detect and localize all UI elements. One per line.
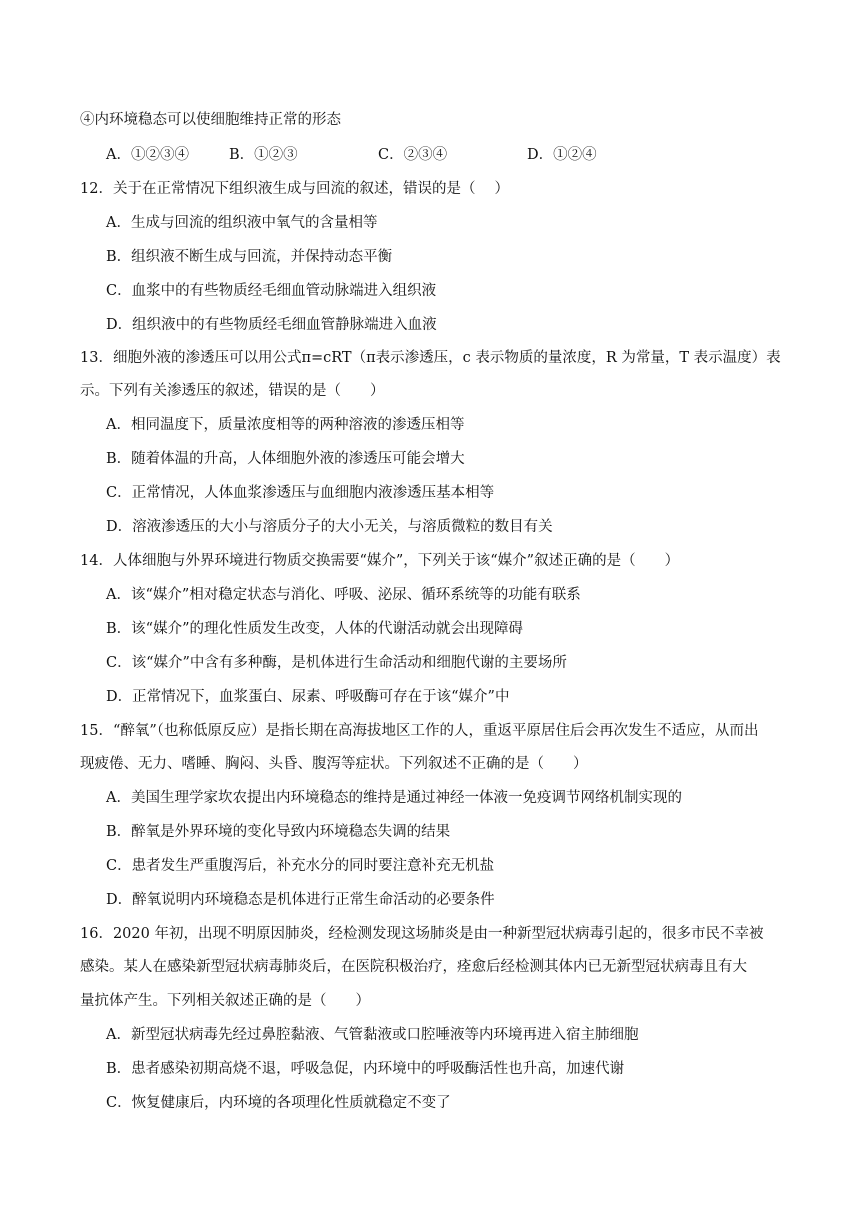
q15-stem-line-2: 现疲倦、无力、嗜睡、胸闷、头昏、腹泻等症状。下列叙述不正确的是（ ）: [80, 756, 588, 772]
q16-option-c: C．恢复健康后，内环境的各项理化性质就稳定不变了: [106, 1095, 451, 1111]
q11-item-4: ④内环境稳态可以使细胞维持正常的形态: [80, 112, 341, 128]
q11-choice-a: A．①②③④: [106, 147, 189, 163]
q14-stem: 14．人体细胞与外界环境进行物质交换需要“媒介”，下列关于该“媒介”叙述正确的是（ ）: [80, 553, 680, 569]
q12-option-b: B．组织液不断生成与回流，并保持动态平衡: [106, 249, 393, 265]
q14-option-a: A．该“媒介”相对稳定状态与消化、呼吸、泌尿、循环系统等的功能有联系: [106, 587, 581, 603]
q13-stem-line-2: 示。下列有关渗透压的叙述，错误的是（ ）: [80, 383, 385, 399]
q15-option-c: C．患者发生严重腹泻后，补充水分的同时要注意补充无机盐: [106, 858, 495, 874]
q11-choice-d: D．①②④: [527, 147, 597, 163]
q13-stem-line-1: 13．细胞外液的渗透压可以用公式π=cRT（π表示渗透压，c 表示物质的量浓度，R 为常量，T 表示温度）表: [80, 350, 781, 366]
q16-option-a: A．新型冠状病毒先经过鼻腔黏液、气管黏液或口腔唾液等内环境再进入宿主肺细胞: [106, 1027, 639, 1043]
q12-option-a: A．生成与回流的组织液中氧气的含量相等: [106, 215, 378, 231]
q11-choice-c: C．②③④: [378, 147, 448, 163]
q14-option-c: C．该“媒介”中含有多种酶，是机体进行生命活动和细胞代谢的主要场所: [106, 655, 567, 671]
q15-option-d: D．醉氧说明内环境稳态是机体进行正常生命活动的必要条件: [106, 892, 495, 908]
q15-option-b: B．醉氧是外界环境的变化导致内环境稳态失调的结果: [106, 824, 451, 840]
q16-stem-line-3: 量抗体产生。下列相关叙述正确的是（ ）: [80, 993, 370, 1009]
q16-option-b: B．患者感染初期高烧不退，呼吸急促，内环境中的呼吸酶活性也升高，加速代谢: [106, 1061, 625, 1077]
q12-option-c: C．血浆中的有些物质经毛细血管动脉端进入组织液: [106, 283, 437, 299]
q14-option-d: D．正常情况下，血浆蛋白、尿素、呼吸酶可存在于该“媒介”中: [106, 689, 510, 705]
q13-option-d: D．溶液渗透压的大小与溶质分子的大小无关，与溶质微粒的数目有关: [106, 519, 553, 535]
q16-stem-line-1: 16．2020 年初，出现不明原因肺炎，经检测发现这场肺炎是由一种新型冠状病毒引起的，很多市民不幸被: [80, 926, 764, 942]
q15-option-a: A．美国生理学家坎农提出内环境稳态的维持是通过神经一体液一免疫调节网络机制实现的: [106, 790, 682, 806]
q12-stem: 12．关于在正常情况下组织液生成与回流的叙述，错误的是（ ）: [80, 181, 510, 197]
q16-stem-line-2: 感染。某人在感染新型冠状病毒肺炎后，在医院积极治疗，痊愈后经检测其体内已无新型冠状病毒且有大: [80, 959, 747, 975]
q14-option-b: B．该“媒介”的理化性质发生改变，人体的代谢活动就会出现障碍: [106, 621, 523, 637]
q13-option-b: B．随着体温的升高，人体细胞外液的渗透压可能会增大: [106, 451, 465, 467]
q13-option-a: A．相同温度下，质量浓度相等的两种溶液的渗透压相等: [106, 417, 465, 433]
q12-option-d: D．组织液中的有些物质经毛细血管静脉端进入血液: [106, 317, 437, 333]
q13-option-c: C．正常情况，人体血浆渗透压与血细胞内液渗透压基本相等: [106, 485, 495, 501]
q11-choice-b: B．①②③: [229, 147, 298, 163]
q15-stem-line-1: 15．“醉氧”（也称低原反应）是指长期在高海拔地区工作的人，重返平原居住后会再次发生不适应，从而出: [80, 723, 759, 739]
